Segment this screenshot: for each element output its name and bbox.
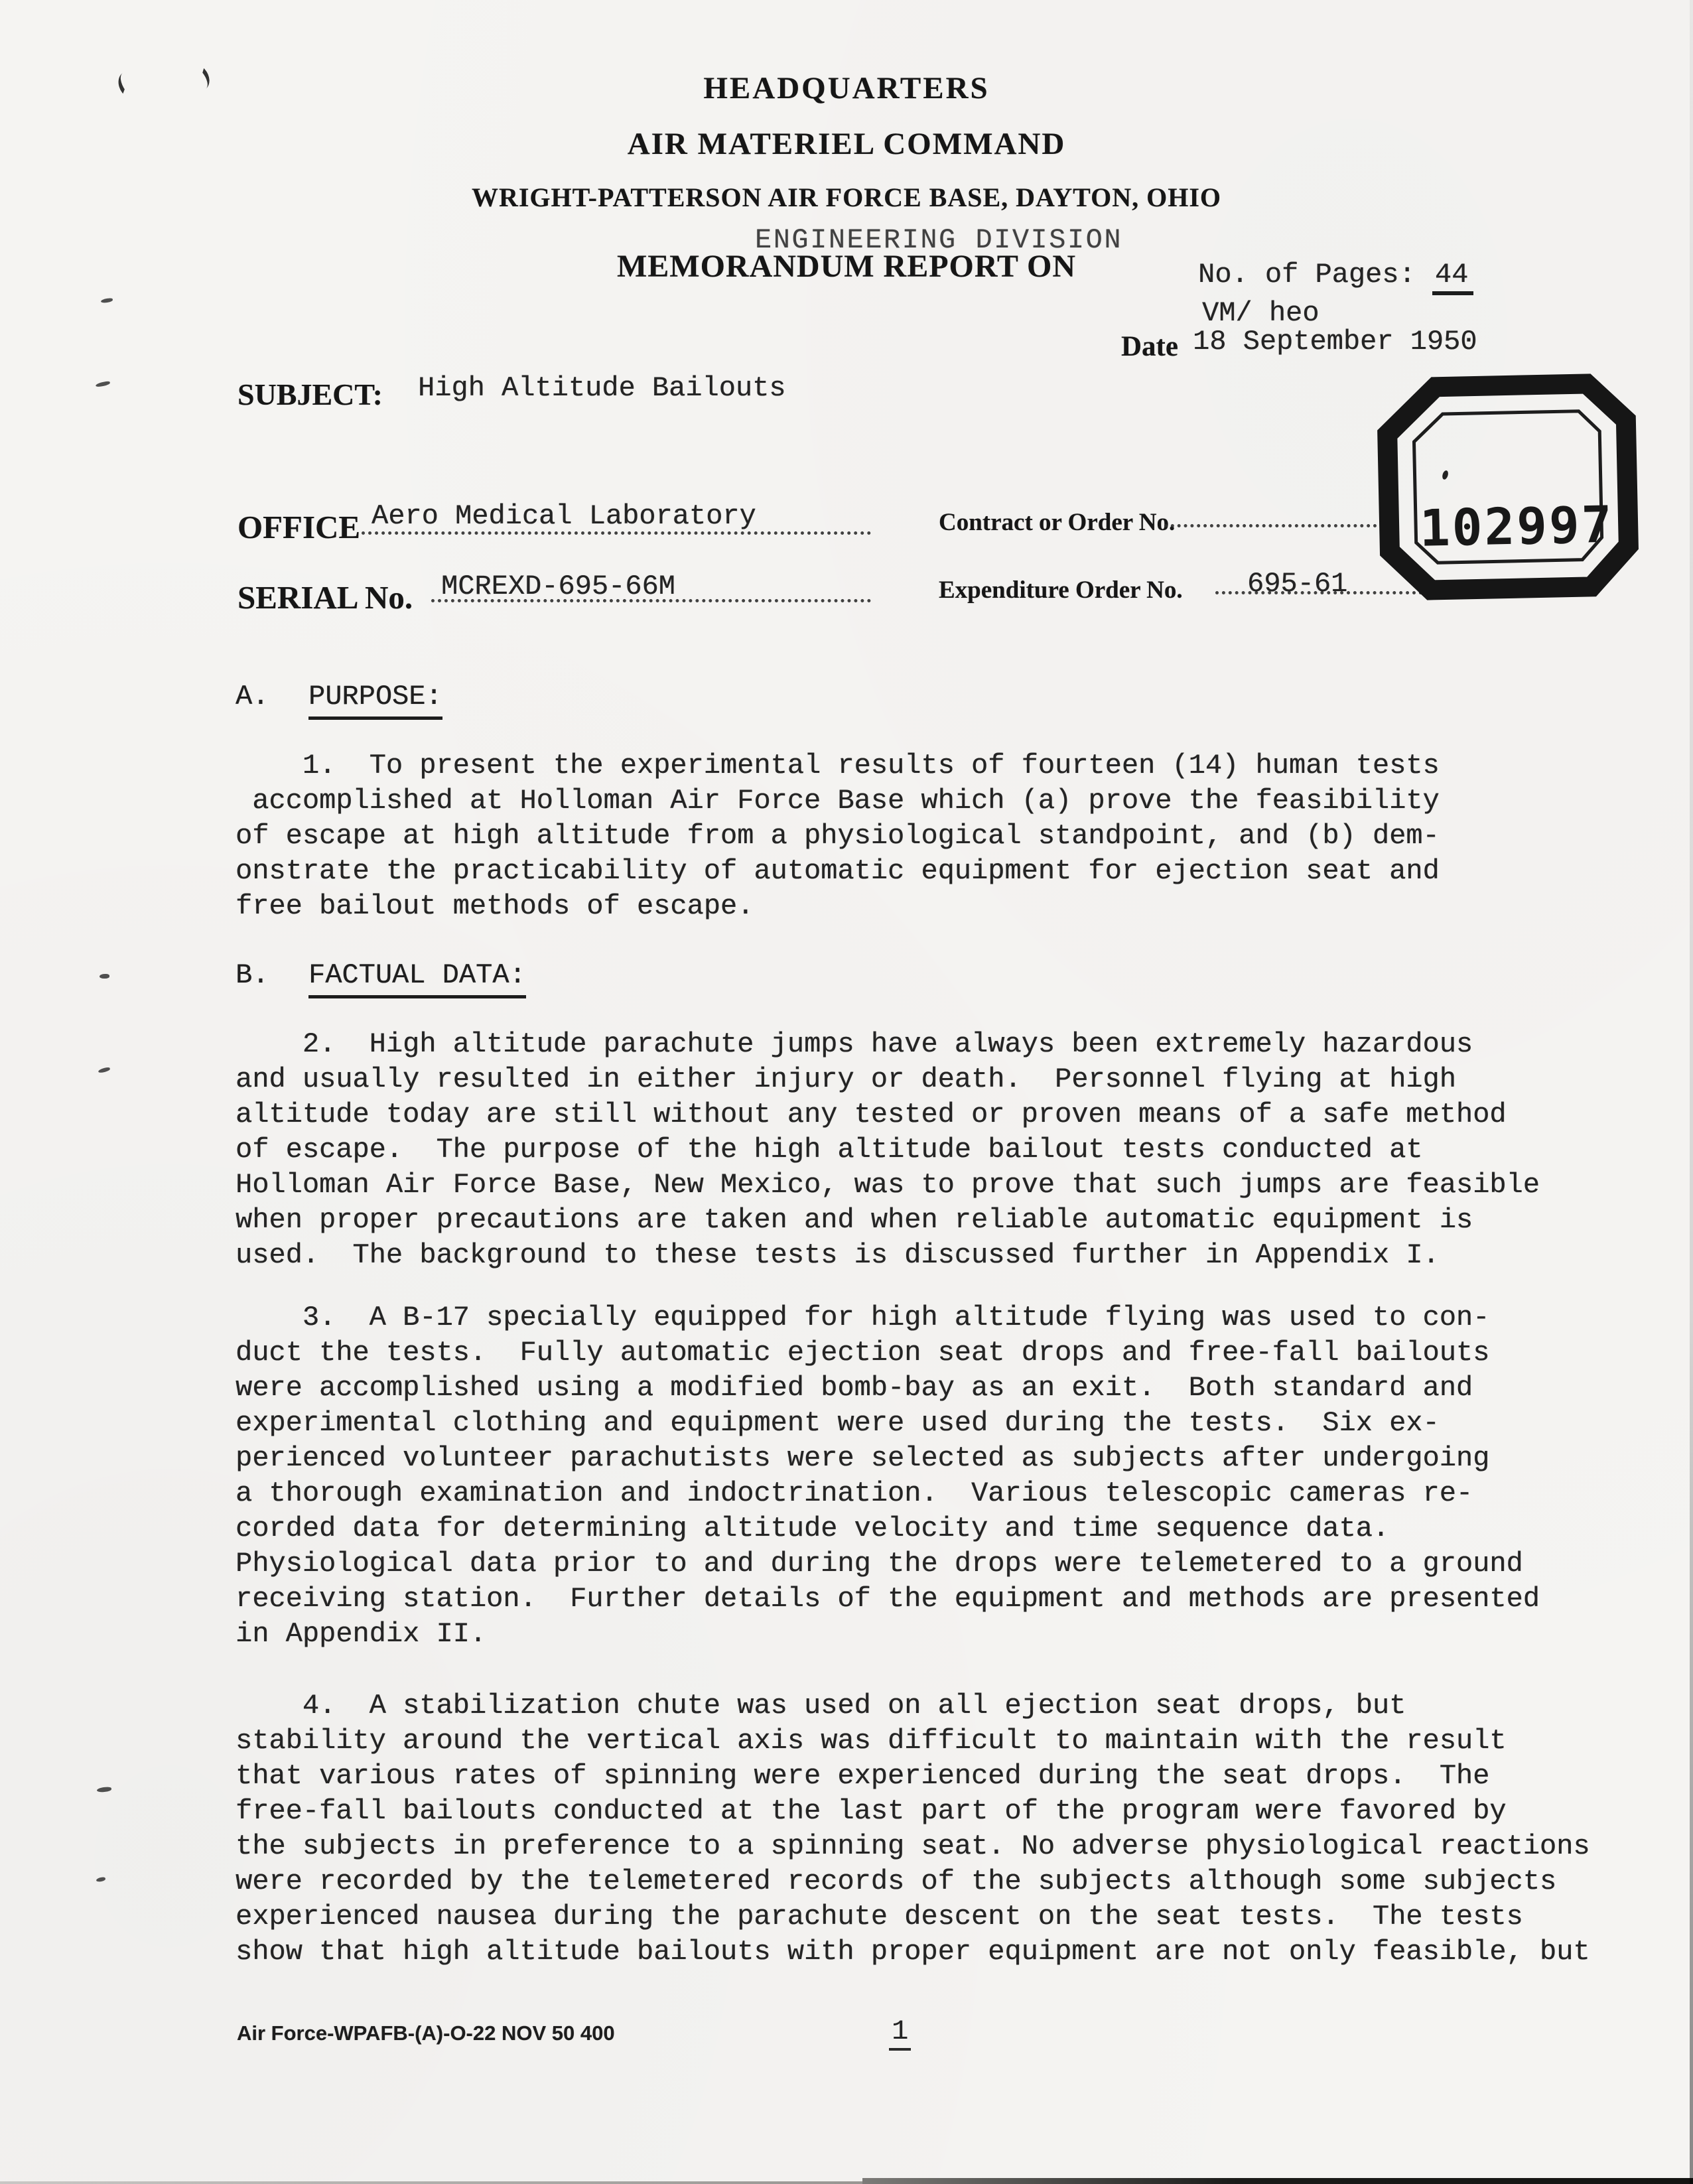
base-address-line: WRIGHT-PATTERSON AIR FORCE BASE, DAYTON, OHIO — [471, 182, 1222, 212]
text-line: 1. To present the experimental results of fourteen (14) human tests — [236, 750, 1440, 782]
text-line: a thorough examination and indoctrination. Various telescopic cameras re- — [236, 1477, 1473, 1509]
text-line: used. The background to these tests is discussed further in Appendix I. — [236, 1239, 1440, 1271]
text-line: free bailout methods of escape. — [236, 890, 754, 922]
section-title: PURPOSE: — [308, 681, 442, 720]
typist-initials: VM/ heo — [1202, 297, 1320, 329]
contract-order-label: Contract or Order No. — [939, 509, 1176, 536]
text-line: free-fall bailouts conducted at the last part of the program were favored by — [236, 1795, 1507, 1827]
section-title: FACTUAL DATA: — [308, 959, 526, 998]
command-title: AIR MATERIEL COMMAND — [627, 127, 1066, 161]
scan-speck — [96, 1877, 106, 1882]
text-line: show that high altitude bailouts with proper equipment are not only feasible, but — [236, 1936, 1590, 1968]
section-letter: B. — [236, 959, 269, 991]
headquarters-title: HEADQUARTERS — [703, 71, 990, 105]
division-line: ENGINEERING DIVISION — [755, 224, 1123, 256]
text-line: of escape. The purpose of the high altitude bailout tests conducted at — [236, 1134, 1423, 1166]
body-paragraph — [236, 1300, 1540, 1652]
scan-bottom-edge — [0, 2181, 862, 2184]
stamp-number: 102997 — [1419, 494, 1615, 558]
page-number: 1 — [889, 2015, 911, 2051]
text-line: Physiological data prior to and during the drops were telemetered to a ground — [236, 1548, 1523, 1580]
subject-value: High Altitude Bailouts — [418, 372, 786, 404]
text-line: were recorded by the telemetered records of the subjects although some subjects — [236, 1866, 1557, 1897]
text-line: receiving station. Further details of the equipment and methods are presented — [236, 1583, 1540, 1615]
text-line: altitude today are still without any tested or proven means of a safe method — [236, 1099, 1507, 1130]
text-line: of escape at high altitude from a physiological standpoint, and (b) dem- — [236, 820, 1440, 852]
pages-count-line — [1198, 259, 1473, 291]
text-line: 4. A stabilization chute was used on all ejection seat drops, but — [236, 1690, 1406, 1722]
scan-speck — [97, 1787, 112, 1793]
office-value: Aero Medical Laboratory — [372, 500, 756, 532]
pages-label: No. of Pages: — [1198, 259, 1416, 291]
text-line: 2. High altitude parachute jumps have always been extremely hazardous — [236, 1028, 1473, 1060]
text-line: and usually resulted in either injury or death. Personnel flying at high — [236, 1063, 1456, 1095]
contract-dotted-line — [1164, 524, 1390, 527]
text-line: experienced nausea during the parachute descent on the seat tests. The tests — [236, 1901, 1523, 1933]
text-line: Holloman Air Force Base, New Mexico, was to prove that such jumps are feasible — [236, 1169, 1540, 1201]
text-line: perienced volunteer parachutists were selected as subjects after undergoing — [236, 1442, 1490, 1474]
office-label: OFFICE — [237, 509, 361, 545]
text-line: the subjects in preference to a spinning seat. No adverse physiological reactions — [236, 1830, 1590, 1862]
text-line: stability around the vertical axis was difficult to maintain with the result — [236, 1725, 1507, 1757]
text-line: experimental clothing and equipment were used during the tests. Six ex- — [236, 1407, 1440, 1439]
text-line: that various rates of spinning were experienced during the seat drops. The — [236, 1760, 1490, 1792]
text-line: were accomplished using a modified bomb-bay as an exit. Both standard and — [236, 1372, 1473, 1404]
text-line: in Appendix II. — [236, 1618, 487, 1650]
scan-speck — [96, 381, 111, 387]
memo-report-title: MEMORANDUM REPORT ON — [616, 249, 1077, 284]
text-line: accomplished at Holloman Air Force Base which (a) prove the feasibility — [236, 785, 1440, 817]
body-paragraph — [236, 1027, 1540, 1273]
serial-value: MCREXD-695-66M — [441, 571, 675, 602]
section-letter: A. — [236, 681, 269, 713]
serial-dotted-line — [431, 599, 871, 602]
expenditure-order-label: Expenditure Order No. — [939, 577, 1183, 604]
text-line: when proper precautions are taken and when reliable automatic equipment is — [236, 1204, 1473, 1236]
office-dotted-line — [362, 531, 871, 535]
scan-speck — [100, 974, 109, 979]
serial-label: SERIAL No. — [237, 579, 413, 616]
number-stamp — [1372, 369, 1642, 608]
body-paragraph — [236, 1688, 1590, 1970]
body-paragraph — [236, 748, 1440, 924]
section-heading — [236, 681, 442, 713]
expenditure-value: 695-61 — [1247, 568, 1348, 600]
date-label: Date — [1121, 331, 1178, 362]
scan-bottom-edge — [862, 2178, 1693, 2184]
scan-speck — [101, 298, 113, 303]
pages-value: 44 — [1432, 259, 1473, 295]
text-line: 3. A B-17 specially equipped for high altitude flying was used to con- — [236, 1302, 1490, 1333]
date-value: 18 September 1950 — [1193, 326, 1477, 358]
text-line: onstrate the practicability of automatic equipment for ejection seat and — [236, 855, 1440, 887]
stamp-octagon-border — [1372, 369, 1642, 605]
form-number: Air Force-WPAFB-(A)-O-22 NOV 50 400 — [237, 2021, 615, 2045]
text-line: duct the tests. Fully automatic ejection seat drops and free-fall bailouts — [236, 1337, 1490, 1369]
text-line: corded data for determining altitude velocity and time sequence data. — [236, 1513, 1390, 1544]
scan-right-edge — [1690, 0, 1693, 2184]
scan-speck — [98, 1067, 111, 1073]
subject-label: SUBJECT: — [237, 377, 383, 411]
section-heading — [236, 959, 526, 991]
